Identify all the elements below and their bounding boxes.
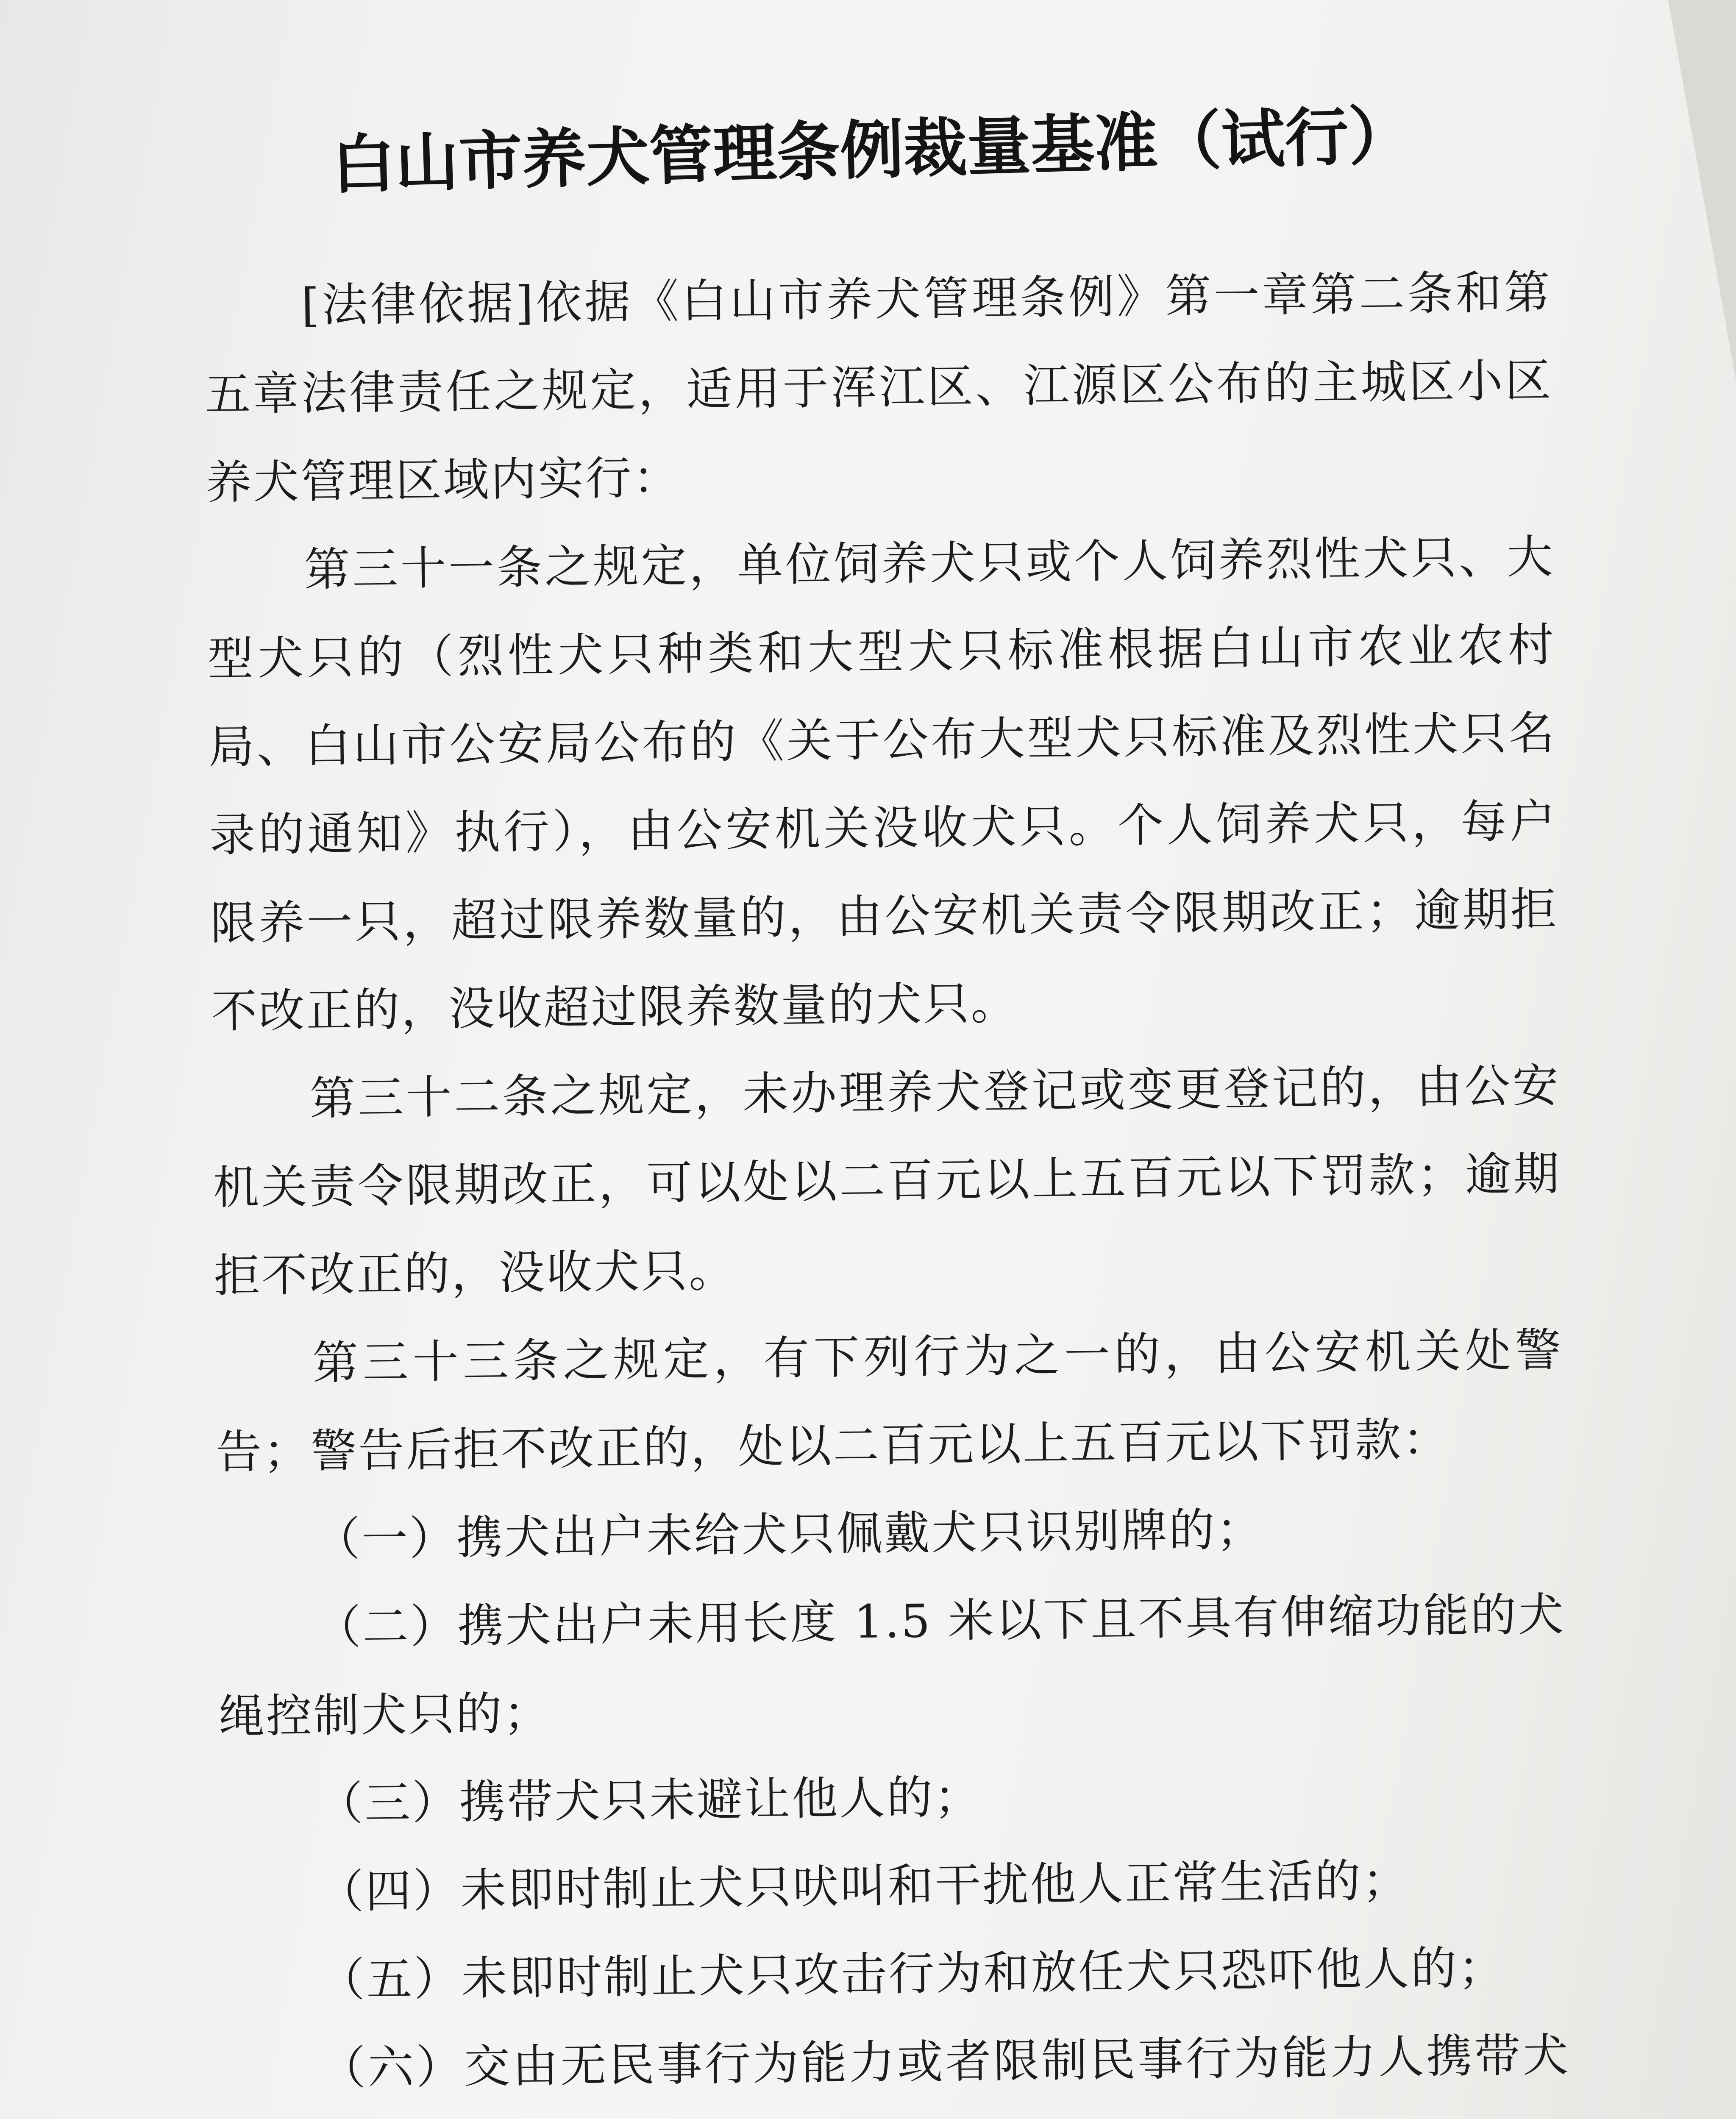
- document-title: 白山市养犬管理条例裁量基准（试行）: [331, 97, 1413, 203]
- list-item-6: （六）交由无民事行为能力或者限制民事行为能力人携带犬只的；: [319, 2029, 1571, 2095]
- list-item-4: （四）未即时制止犬只吠叫和干扰他人正常生活的；: [317, 1854, 1410, 1919]
- paragraph-legal-basis: [法律依据]依据《白山市养犬管理条例》第一章第二条和第五章法律责任之规定，适用于浑江区、江源区公布的主城区小区养犬管理区域内实行：: [204, 266, 1553, 509]
- list-item-1: （一）携犬出户未给犬只佩戴犬只识别牌的；: [314, 1503, 1264, 1566]
- list-item-5: （五）未即时制止犬只攻击行为和放任犬只恐吓他人的；: [318, 1941, 1506, 2007]
- list-item-3: （三）携带犬只未避让他人的；: [317, 1770, 982, 1831]
- paragraph-article-32: 第三十二条之规定，未办理养犬登记或变更登记的，由公安机关责令限期改正，可以处以二百元以上五百元以下罚款；逾期拒不改正的，没收犬只。: [213, 1059, 1561, 1303]
- page-corner-shadow: [1668, 0, 1736, 381]
- list-item-2: （二）携犬出户未用长度 1.5 米以下且不具有伸缩功能的犬绳控制犬只的；: [218, 1588, 1566, 1744]
- paragraph-article-31: 第三十一条之规定，单位饲养犬只或个人饲养烈性犬只、大型犬只的（烈性犬只种类和大型犬只标准根据白山市农业农村局、白山市公安局公布的《关于公布大型犬只标准及烈性犬只名录的通知》执行），由公安机关没收犬只。个人饲养犬只，每户限养一只，超过限养数量的，由公安机关责令限期改正；逾期拒不改正的，没收超过限养数量的犬只。: [207, 530, 1558, 1038]
- paragraph-article-33: 第三十三条之规定，有下列行为之一的，由公安机关处警告；警告后拒不改正的，处以二百元以上五百元以下罚款：: [215, 1324, 1563, 1479]
- document-body: [203, 249, 1572, 2119]
